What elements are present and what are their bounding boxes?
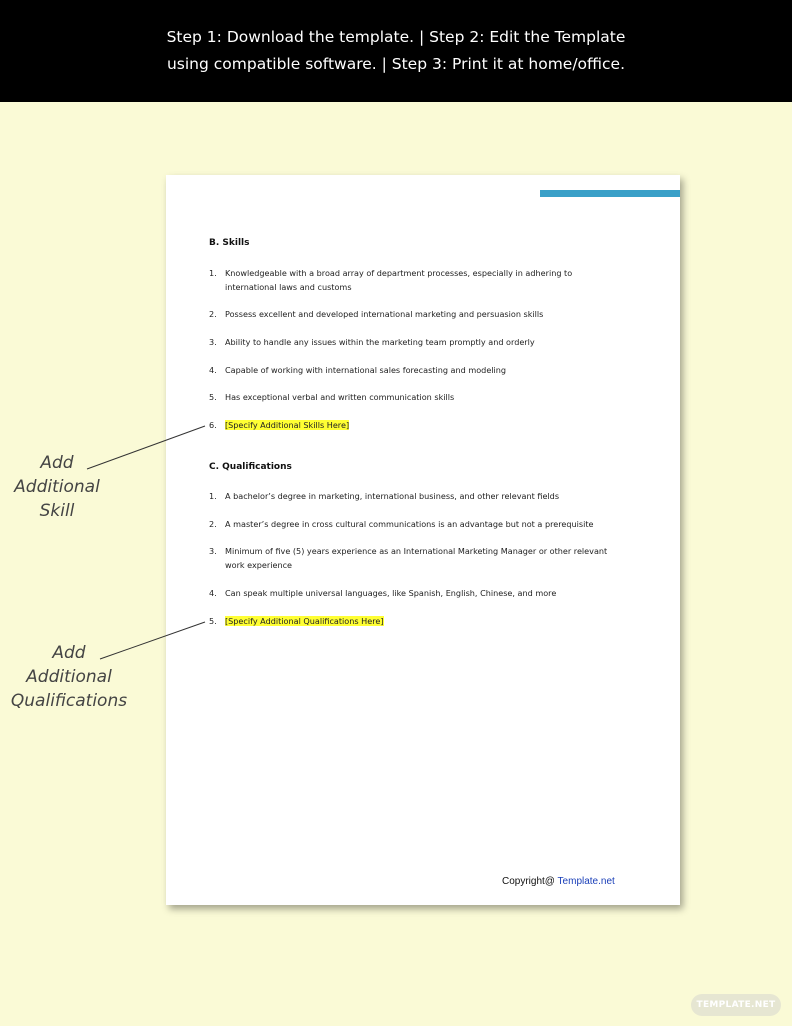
- item-number: 5.: [209, 392, 217, 402]
- watermark-badge: TEMPLATE.NET: [691, 994, 781, 1016]
- item-text: Minimum of five (5) years experience as an International Marketing Manager or other relevant: [225, 546, 608, 556]
- copyright-prefix: Copyright@: [502, 876, 558, 887]
- item-number: 5.: [209, 616, 217, 626]
- item-text: Has exceptional verbal and written communication skills: [225, 392, 455, 402]
- qualifications-heading: C. Qualifications: [209, 462, 292, 472]
- document-page: [166, 175, 680, 905]
- skills-item-4: [209, 363, 629, 377]
- item-number: 3.: [209, 337, 217, 347]
- qualifications-item-2: [209, 517, 629, 531]
- callout-line: Additional: [14, 477, 100, 497]
- item-number: 2.: [209, 309, 217, 319]
- skills-item-1: [209, 266, 629, 294]
- item-text: Capable of working with international sales forecasting and modeling: [225, 365, 507, 375]
- skills-list: [209, 266, 629, 432]
- banner-line-2: using compatible software. | Step 3: Print it at home/office.: [166, 55, 626, 73]
- item-text: A master’s degree in cross cultural communications is an advantage but not a prerequisite: [225, 519, 594, 529]
- item-number: 6.: [209, 420, 217, 430]
- item-text: Knowledgeable with a broad array of department processes, especially in adhering to: [225, 268, 573, 278]
- skills-item-5: [209, 390, 629, 404]
- qualifications-item-1: [209, 489, 629, 503]
- skills-heading: B. Skills: [209, 238, 250, 248]
- item-text-continued: international laws and customs: [225, 282, 352, 292]
- item-number: 4.: [209, 365, 217, 375]
- placeholder-highlight[interactable]: [Specify Additional Qualifications Here]: [225, 616, 384, 626]
- copyright-brand-link[interactable]: Template.net: [557, 876, 615, 887]
- callout-line: Skill: [39, 501, 75, 521]
- callout-add-qualifications: [0, 641, 138, 713]
- qualifications-item-5: [209, 614, 629, 628]
- banner-line-1: Step 1: Download the template. | Step 2: Edit the Template: [166, 28, 626, 46]
- qualifications-list: [209, 489, 629, 628]
- item-text-continued: work experience: [225, 560, 293, 570]
- item-text: Possess excellent and developed international marketing and persuasion skills: [225, 309, 544, 319]
- item-number: 1.: [209, 491, 217, 501]
- instructions-banner: [0, 0, 792, 102]
- item-text: Can speak multiple universal languages, like Spanish, English, Chinese, and more: [225, 588, 557, 598]
- item-text: A bachelor’s degree in marketing, international business, and other relevant fields: [225, 491, 560, 501]
- callout-line: Qualifications: [10, 691, 128, 711]
- callout-line: Add: [40, 453, 74, 473]
- qualifications-item-3: [209, 544, 629, 572]
- item-text: Ability to handle any issues within the marketing team promptly and orderly: [225, 337, 535, 347]
- copyright-footer: [502, 876, 615, 887]
- skills-item-6: [209, 418, 629, 432]
- callout-add-skill: [0, 451, 114, 523]
- skills-item-3: [209, 335, 629, 349]
- accent-bar: [540, 190, 680, 197]
- item-number: 4.: [209, 588, 217, 598]
- callout-line: Additional: [26, 667, 112, 687]
- skills-item-2: [209, 307, 629, 321]
- item-number: 1.: [209, 268, 217, 278]
- qualifications-item-4: [209, 586, 629, 600]
- item-number: 2.: [209, 519, 217, 529]
- placeholder-highlight[interactable]: [Specify Additional Skills Here]: [225, 420, 350, 430]
- callout-line: Add: [52, 643, 86, 663]
- item-number: 3.: [209, 546, 217, 556]
